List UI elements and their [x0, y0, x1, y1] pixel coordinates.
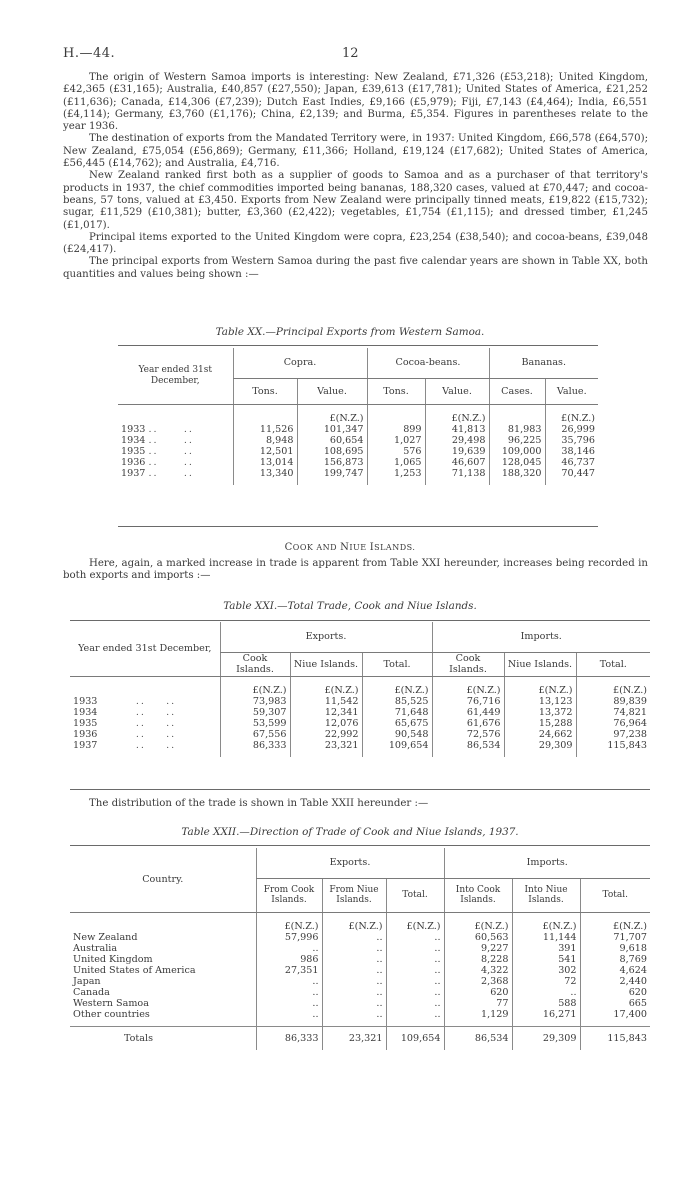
table-cell: 108,695	[297, 446, 367, 457]
table-row: 1933 .. .. 73,983 11,542 85,525 76,716 13,123 89,839	[70, 696, 650, 707]
unit-label: £(N.Z.)	[362, 676, 432, 696]
table-cell: 72	[512, 976, 580, 987]
group-header: Copra.	[233, 348, 367, 378]
table-cell: 35,796	[545, 435, 598, 446]
table-cell: 2,368	[444, 976, 512, 987]
totals-cell: 29,309	[512, 1026, 580, 1050]
table-cell: 60,654	[297, 435, 367, 446]
table-cell: 73,983	[220, 696, 290, 707]
table-row: 1936 .. .. 13,014 156,873 1,065 46,607 128,045 46,737	[118, 457, 598, 468]
table-cell: 109,000	[489, 446, 545, 457]
table-cell: ..	[386, 998, 444, 1009]
table-cell: 4,322	[444, 965, 512, 976]
table-cell: 67,556	[220, 729, 290, 740]
group-header: Exports.	[256, 848, 444, 878]
table-cell: 11,542	[290, 696, 362, 707]
table-cell: 29,498	[425, 435, 489, 446]
table-row: 1935 .. .. 53,599 12,076 65,675 61,676 15,288 76,964	[70, 718, 650, 729]
table-row: 1933 .. .. 11,526 101,347 899 41,813 81,983 26,999	[118, 424, 598, 435]
table-cell: 71,138	[425, 468, 489, 485]
year-header: Year ended 31st December,	[70, 622, 220, 676]
table-22-caption: Table XXII.—Direction of Trade of Cook and Niue Islands, 1937.	[181, 826, 519, 838]
table-cell: 391	[512, 943, 580, 954]
totals-cell: 109,654	[386, 1026, 444, 1050]
table-cell: 101,347	[297, 424, 367, 435]
year-label: 1933	[73, 695, 98, 707]
unit-label: £(N.Z.)	[444, 912, 512, 932]
table-cell: ..	[386, 943, 444, 954]
year-label: 1937	[73, 739, 98, 751]
table-cell: 15,288	[504, 718, 576, 729]
year-label: 1937	[121, 467, 146, 479]
table-cell: 65,675	[362, 718, 432, 729]
table-cell: ..	[322, 954, 386, 965]
column-header: From Cook Islands.	[256, 878, 322, 912]
table-cell: ..	[386, 976, 444, 987]
table-cell: 71,707	[580, 932, 650, 943]
table-cell: 19,639	[425, 446, 489, 457]
paragraph: Here, again, a marked increase in trade is apparent from Table XXI hereunder, increases being recorded in both exports and imports :—	[63, 558, 648, 582]
year-label: 1935	[121, 445, 146, 457]
table-cell: 16,271	[512, 1009, 580, 1027]
table-cell: ..	[322, 943, 386, 954]
column-header: Total.	[580, 878, 650, 912]
table-cell: 4,624	[580, 965, 650, 976]
paragraph: New Zealand ranked first both as a supplier of goods to Samoa and as a purchaser of that territory's products in 1937, the chief commodities imported being bananas, 188,320 cases, valued at £70,447; and cocoa-beans, 57 tons, valued at £3,450. Exports from New Zealand were principally tinned meats, £19,822 (£15,732); sugar, £11,529 (£10,381); butter, £3,360 (£2,422); vegetables, £1,754 (£1,115); and dressed timber, £1,245 (£1,017).	[63, 170, 648, 231]
column-header: Value.	[425, 378, 489, 404]
column-header: Total.	[576, 652, 650, 676]
column-header: Niue Islands.	[504, 652, 576, 676]
column-header: Value.	[297, 378, 367, 404]
table-cell: ..	[322, 987, 386, 998]
column-header: From Niue Islands.	[322, 878, 386, 912]
unit-label: £(N.Z.)	[256, 912, 322, 932]
table-cell: 1,253	[367, 468, 425, 485]
column-header: Cook Islands.	[220, 652, 290, 676]
paragraph: Principal items exported to the United Kingdom were copra, £23,254 (£38,540); and cocoa-beans, £39,048 (£24,417).	[63, 231, 648, 256]
table-row	[70, 943, 650, 954]
table-cell: 59,307	[220, 707, 290, 718]
country-label: Australia	[73, 942, 118, 954]
column-header: Tons.	[233, 378, 297, 404]
table-cell: ..	[256, 943, 322, 954]
table-row	[70, 954, 650, 965]
unit-row	[70, 676, 650, 696]
table-21	[70, 622, 650, 757]
table-cell: 38,146	[545, 446, 598, 457]
table-cell: 74,821	[576, 707, 650, 718]
table-cell: 13,123	[504, 696, 576, 707]
table-cell: 302	[512, 965, 580, 976]
table-cell: 620	[444, 987, 512, 998]
unit-label: £(N.Z.)	[386, 912, 444, 932]
paragraph: The distribution of the trade is shown in Table XXII hereunder :—	[89, 798, 429, 809]
table-cell: 96,225	[489, 435, 545, 446]
year-label: 1933	[121, 423, 146, 435]
table-row: 1935 .. .. 12,501 108,695 576 19,639 109,000 38,146	[118, 446, 598, 457]
column-header: Cook Islands.	[432, 652, 504, 676]
table-20	[118, 348, 598, 485]
country-label: Canada	[73, 986, 110, 998]
column-header: Total.	[362, 652, 432, 676]
table-cell: 22,992	[290, 729, 362, 740]
country-label: Western Samoa	[73, 997, 149, 1009]
table-cell: 12,076	[290, 718, 362, 729]
unit-row	[118, 404, 598, 424]
table-cell: ..	[322, 976, 386, 987]
table-cell: 89,839	[576, 696, 650, 707]
table-cell: 188,320	[489, 468, 545, 485]
table-row: 1936 .. .. 67,556 22,992 90,548 72,576 24,662 97,238	[70, 729, 650, 740]
table-cell: 86,333	[220, 740, 290, 757]
table-row: 1934 .. .. 59,307 12,341 71,648 61,449 13,372 74,821	[70, 707, 650, 718]
page-number: 12	[342, 46, 359, 61]
year-label: 1936	[121, 456, 146, 468]
table-cell: 27,351	[256, 965, 322, 976]
table-cell: 576	[367, 446, 425, 457]
table-cell: 46,737	[545, 457, 598, 468]
table-cell: 77	[444, 998, 512, 1009]
table-row	[70, 932, 650, 943]
distribution-text	[63, 798, 648, 810]
country-label: United States of America	[73, 964, 196, 976]
unit-label: £(N.Z.)	[297, 404, 367, 424]
table-cell: 97,238	[576, 729, 650, 740]
table-cell: 588	[512, 998, 580, 1009]
unit-label: £(N.Z.)	[425, 404, 489, 424]
totals-cell: 23,321	[322, 1026, 386, 1050]
table-cell: ..	[386, 932, 444, 943]
totals-label: Totals	[124, 1032, 153, 1044]
table-20-bottom-rule	[118, 526, 598, 527]
table-cell: 29,309	[504, 740, 576, 757]
column-header: Total.	[386, 878, 444, 912]
table-cell: 8,948	[233, 435, 297, 446]
table-cell: ..	[256, 998, 322, 1009]
table-cell: 199,747	[297, 468, 367, 485]
table-cell: 12,501	[233, 446, 297, 457]
table-cell: 71,648	[362, 707, 432, 718]
group-header: Imports.	[432, 622, 650, 652]
unit-row	[70, 912, 650, 932]
unit-label: £(N.Z.)	[322, 912, 386, 932]
table-cell: ..	[386, 954, 444, 965]
table-cell: 60,563	[444, 932, 512, 943]
table-cell: 109,654	[362, 740, 432, 757]
table-row: 1937 .. .. 13,340 199,747 1,253 71,138 188,320 70,447	[118, 468, 598, 485]
table-cell: 13,372	[504, 707, 576, 718]
year-label: 1936	[73, 728, 98, 740]
totals-cell: 86,333	[256, 1026, 322, 1050]
table-cell: 53,599	[220, 718, 290, 729]
group-header: Imports.	[444, 848, 650, 878]
group-header: Exports.	[220, 622, 432, 652]
table-cell: 81,983	[489, 424, 545, 435]
table-cell: 24,662	[504, 729, 576, 740]
table-cell: 17,400	[580, 1009, 650, 1027]
table-row: 1937 .. .. 86,333 23,321 109,654 86,534 29,309 115,843	[70, 740, 650, 757]
table-cell: 76,964	[576, 718, 650, 729]
table-cell: 8,228	[444, 954, 512, 965]
unit-label: £(N.Z.)	[545, 404, 598, 424]
unit-label: £(N.Z.)	[504, 676, 576, 696]
country-label: Japan	[73, 975, 101, 987]
column-header: Value.	[545, 378, 598, 404]
document-reference: H.—44.	[63, 46, 116, 61]
totals-cell: 86,534	[444, 1026, 512, 1050]
group-header: Bananas.	[489, 348, 598, 378]
table-cell: ..	[386, 1009, 444, 1027]
table-row	[70, 965, 650, 976]
country-label: New Zealand	[73, 931, 138, 943]
table-cell: 76,716	[432, 696, 504, 707]
country-header: Country.	[70, 848, 256, 912]
table-cell: 13,014	[233, 457, 297, 468]
country-label: United Kingdom	[73, 953, 153, 965]
table-cell: 23,321	[290, 740, 362, 757]
totals-row	[70, 1026, 650, 1050]
column-header: Tons.	[367, 378, 425, 404]
table-cell: 1,129	[444, 1009, 512, 1027]
unit-label: £(N.Z.)	[220, 676, 290, 696]
table-cell: 899	[367, 424, 425, 435]
table-row: 1934 .. .. 8,948 60,654 1,027 29,498 96,225 35,796	[118, 435, 598, 446]
table-cell: 1,065	[367, 457, 425, 468]
table-cell: 11,526	[233, 424, 297, 435]
table-cell: 12,341	[290, 707, 362, 718]
table-cell: 8,769	[580, 954, 650, 965]
section-heading: COOK AND NIUE ISLANDS.	[284, 542, 416, 553]
table-21-caption: Table XXI.—Total Trade, Cook and Niue Islands.	[223, 600, 477, 612]
table-cell: 1,027	[367, 435, 425, 446]
column-header: Into Niue Islands.	[512, 878, 580, 912]
table-cell: 665	[580, 998, 650, 1009]
unit-label: £(N.Z.)	[576, 676, 650, 696]
table-cell: 156,873	[297, 457, 367, 468]
totals-cell: 115,843	[580, 1026, 650, 1050]
table-21-top-rule	[70, 620, 650, 621]
table-cell: 11,144	[512, 932, 580, 943]
table-cell: ..	[256, 987, 322, 998]
intro-text	[63, 72, 648, 281]
table-cell: 128,045	[489, 457, 545, 468]
unit-label: £(N.Z.)	[512, 912, 580, 932]
table-cell: ..	[256, 976, 322, 987]
table-cell: 86,534	[432, 740, 504, 757]
unit-label: £(N.Z.)	[290, 676, 362, 696]
table-cell: 61,676	[432, 718, 504, 729]
unit-label: £(N.Z.)	[432, 676, 504, 696]
table-cell: 85,525	[362, 696, 432, 707]
table-cell: 13,340	[233, 468, 297, 485]
table-cell: 61,449	[432, 707, 504, 718]
table-cell: 115,843	[576, 740, 650, 757]
paragraph: The destination of exports from the Mandated Territory were, in 1937: United Kingdom, £66,578 (£64,570); New Zealand, £75,054 (£56,869); Germany, £11,366; Holland, £19,124 (£17,682); United States of America, £56,445 (£14,762); and Australia, £4,716.	[63, 133, 648, 170]
table-cell: ..	[322, 1009, 386, 1027]
table-cell: 90,548	[362, 729, 432, 740]
table-20-top-rule	[118, 345, 598, 346]
table-22-top-rule	[70, 845, 650, 846]
year-label: 1934	[121, 434, 146, 446]
year-label: 1935	[73, 717, 98, 729]
country-label: Other countries	[73, 1008, 150, 1020]
table-cell: 57,996	[256, 932, 322, 943]
table-cell: 9,618	[580, 943, 650, 954]
table-row	[70, 987, 650, 998]
table-row	[70, 1009, 650, 1027]
unit-label: £(N.Z.)	[580, 912, 650, 932]
table-cell: 620	[580, 987, 650, 998]
table-20-caption: Table XX.—Principal Exports from Western Samoa.	[215, 326, 485, 338]
table-cell: 9,227	[444, 943, 512, 954]
table-row	[70, 976, 650, 987]
table-cell: ..	[386, 987, 444, 998]
table-cell: 2,440	[580, 976, 650, 987]
table-21-bottom-rule	[70, 789, 650, 790]
table-cell: 541	[512, 954, 580, 965]
column-header: Into Cook Islands.	[444, 878, 512, 912]
table-cell: ..	[322, 932, 386, 943]
table-cell: 72,576	[432, 729, 504, 740]
table-22	[70, 848, 650, 1050]
table-cell: ..	[256, 1009, 322, 1027]
table-row	[70, 998, 650, 1009]
group-header: Cocoa-beans.	[367, 348, 489, 378]
table-cell: 70,447	[545, 468, 598, 485]
table-cell: ..	[322, 998, 386, 1009]
year-label: 1934	[73, 706, 98, 718]
table-cell: 41,813	[425, 424, 489, 435]
table-cell: ..	[322, 965, 386, 976]
paragraph: The principal exports from Western Samoa during the past five calendar years are shown in Table XX, both quantities and values being shown :—	[63, 256, 648, 280]
section-text	[63, 558, 648, 583]
table-cell: ..	[512, 987, 580, 998]
table-cell: 986	[256, 954, 322, 965]
table-cell: ..	[386, 965, 444, 976]
paragraph: The origin of Western Samoa imports is interesting: New Zealand, £71,326 (£53,218); United Kingdom, £42,365 (£31,165); Australia, £40,857 (£27,550); Japan, £39,613 (£17,781); United States of America, £21,252 (£11,636); Canada, £14,306 (£7,239); Dutch East Indies, £9,166 (£5,979); Fiji, £7,143 (£4,464); India, £6,551 (£4,114); Germany, £3,760 (£1,176); China, £2,139; and Burma, £5,354. Figures in parentheses relate to the year 1936.	[63, 72, 648, 133]
table-cell: 46,607	[425, 457, 489, 468]
column-header: Niue Islands.	[290, 652, 362, 676]
year-header: Year ended 31st December,	[118, 348, 233, 404]
table-cell: 26,999	[545, 424, 598, 435]
column-header: Cases.	[489, 378, 545, 404]
